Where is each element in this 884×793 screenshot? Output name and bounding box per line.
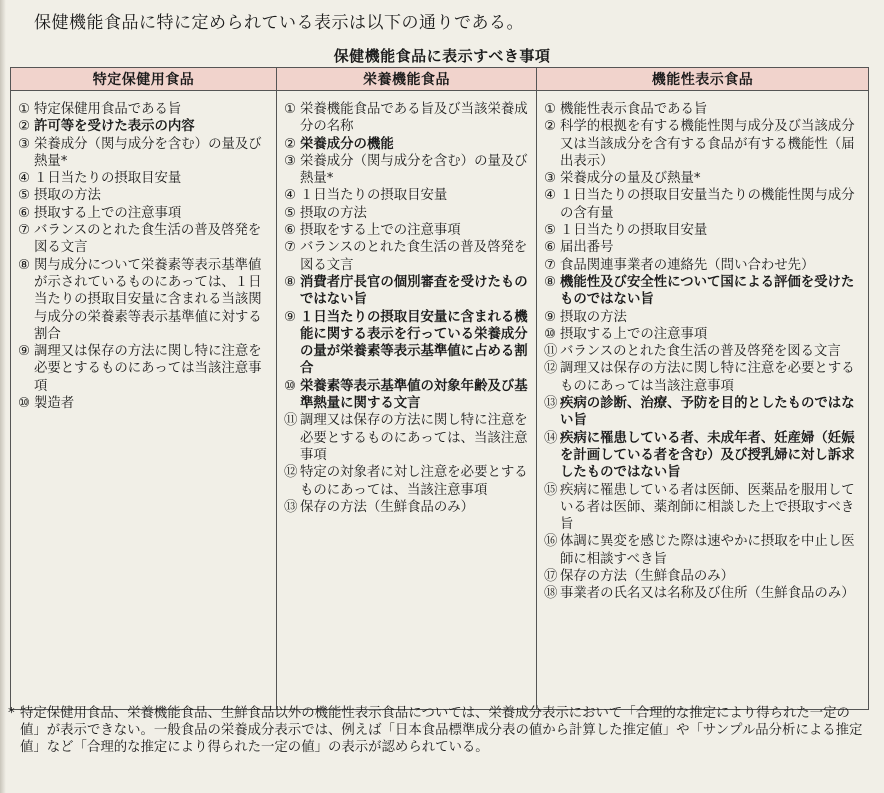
list-item <box>544 187 862 222</box>
list-item <box>18 205 270 222</box>
item-text: 機能性及び安全性について国による評価を受けたものではない旨 <box>560 274 855 308</box>
item-text: １日当たりの摂取目安量 <box>560 223 708 239</box>
list-item <box>544 430 862 482</box>
item-text: 栄養成分の機能 <box>300 136 394 152</box>
item-number: ⑬ <box>544 396 558 412</box>
table-header-row <box>11 68 869 91</box>
item-text: １日当たりの摂取目安量 <box>300 188 448 204</box>
footnote-text: 特定保健用食品、栄養機能食品、生鮮食品以外の機能性表示食品については、栄養成分表示において「合理的な推定により得られた一定の値」が表示できない。一般食品の栄養成分表示では、例えば「日本食品標準成分表の値から計算した推定値」や「サンプル品分析による推定値」など「合理的な推定により得られた一定の値」の表示が認められている。 <box>20 706 863 755</box>
item-number: ⑩ <box>544 326 557 342</box>
list-item <box>544 343 862 360</box>
list-item <box>18 187 270 204</box>
table-body-row <box>11 91 869 710</box>
item-text: 食品関連事業者の連絡先（問い合わせ先） <box>560 257 815 273</box>
item-text: 栄養成分の量及び熱量* <box>560 171 701 187</box>
item-text: バランスのとれた食生活の普及啓発を図る文言 <box>34 223 262 256</box>
list-item <box>544 360 862 395</box>
list-item <box>544 101 862 118</box>
item-number: ⑰ <box>544 569 558 585</box>
list-item <box>284 205 530 222</box>
item-number: ③ <box>544 171 557 187</box>
item-number: ⑤ <box>18 188 31 204</box>
item-number: ② <box>284 136 297 152</box>
item-number: ① <box>18 102 31 117</box>
item-number: ⑥ <box>544 240 557 256</box>
item-number: ② <box>544 119 557 135</box>
list-item <box>284 153 530 188</box>
item-number: ⑱ <box>544 586 558 602</box>
item-text: 栄養機能食品である旨及び当該栄養成分の名称 <box>300 102 528 135</box>
list-item <box>544 118 862 170</box>
list-item <box>284 136 530 153</box>
item-text: 特定の対象者に対し注意を必要とするものにあっては、当該注意事項 <box>300 465 528 498</box>
item-text: 機能性表示食品である旨 <box>560 102 708 117</box>
item-number: ⑧ <box>284 274 297 290</box>
item-number: ⑧ <box>544 274 557 290</box>
item-number: ⑭ <box>544 430 558 446</box>
item-number: ⑫ <box>544 361 558 377</box>
list-item <box>284 239 530 274</box>
intro-text: 保健機能食品に特に定められている表示は以下の通りである。 <box>34 13 524 33</box>
labeling-requirements-table <box>10 67 869 710</box>
item-text: バランスのとれた食生活の普及啓発を図る文言 <box>300 240 528 273</box>
item-text: １日当たりの摂取目安量に含まれる機能に関する表示を行っている栄養成分の量が栄養素等表示基準値に占める割合 <box>300 309 528 377</box>
list-item <box>284 378 530 413</box>
list-item <box>544 482 862 534</box>
item-number: ⑫ <box>284 465 298 481</box>
list-item <box>544 533 862 568</box>
item-text: 保存の方法（生鮮食品のみ） <box>300 499 475 515</box>
item-text: 栄養成分（関与成分を含む）の量及び熱量* <box>300 153 528 187</box>
column-kinosei-hyoji <box>537 91 869 710</box>
item-text: 体調に異変を感じた際は速やかに摂取を中止し医師に相談すべき旨 <box>560 534 855 567</box>
item-text: 関与成分について栄養素等表示基準値が示されているものにあっては、１日当たりの摂取目安量に含まれる当該関与成分の栄養素等表示基準値に対する割合 <box>34 257 262 342</box>
column-eiyo-kino <box>277 91 537 710</box>
item-text: 消費者庁長官の個別審査を受けたものではない旨 <box>300 274 528 308</box>
item-number: ⑪ <box>544 344 558 360</box>
item-text: 調理又は保存の方法に関し特に注意を必要とするものにあっては、当該注意事項 <box>300 413 528 463</box>
items-list-kinosei-hyoji <box>544 101 862 603</box>
item-text: １日当たりの摂取目安量当たりの機能性関与成分の含有量 <box>560 188 855 221</box>
list-item <box>284 412 530 464</box>
item-text: 事業者の氏名又は名称及び住所（生鮮食品のみ） <box>560 586 855 602</box>
item-number: ① <box>544 102 557 117</box>
item-text: 科学的根拠を有する機能性関与成分及び当該成分又は当該成分を含有する食品が有する機能性（届出表示） <box>560 119 855 169</box>
footnote <box>8 705 868 756</box>
item-text: 疾病に罹患している者、未成年者、妊産婦（妊娠を計画している者を含む）及び授乳婦に対し訴求したものではない旨 <box>560 430 855 481</box>
item-number: ⑯ <box>544 534 558 550</box>
item-number: ⑦ <box>18 223 31 239</box>
item-text: 調理又は保存の方法に関し特に注意を必要とするものにあっては当該注意事項 <box>34 344 262 394</box>
list-item <box>544 326 862 343</box>
list-item <box>18 343 270 395</box>
item-number: ⑧ <box>18 257 31 273</box>
list-item <box>544 568 862 585</box>
item-number: ⑨ <box>544 309 557 325</box>
item-number: ⑩ <box>18 396 31 412</box>
table-title: 保健機能食品に表示すべき事項 <box>333 47 551 65</box>
item-number: ⑦ <box>284 240 297 256</box>
item-number: ⑨ <box>284 309 297 325</box>
items-list-eiyo-kino <box>284 101 530 516</box>
item-number: ④ <box>18 171 31 187</box>
item-number: ⑦ <box>544 257 557 273</box>
item-number: ⑨ <box>18 344 31 360</box>
list-item <box>544 257 862 274</box>
list-item <box>18 395 270 412</box>
item-number: ⑩ <box>284 378 297 394</box>
item-number: ⑥ <box>18 205 31 221</box>
list-item <box>544 585 862 602</box>
item-text: 摂取をする上での注意事項 <box>300 223 461 239</box>
item-text: 摂取の方法 <box>560 309 627 325</box>
item-number: ④ <box>284 188 297 204</box>
item-number: ⑮ <box>544 482 558 498</box>
list-item <box>18 170 270 187</box>
list-item <box>284 187 530 204</box>
list-item <box>284 499 530 516</box>
list-item <box>544 309 862 326</box>
list-item <box>18 222 270 257</box>
list-item <box>284 222 530 239</box>
column-tokutei-hoken <box>11 91 277 710</box>
items-list-tokutei-hoken <box>18 101 270 412</box>
item-text: 疾病に罹患している者は医師、医薬品を服用している者は医師、薬剤師に相談した上で摂取すべき旨 <box>560 482 855 533</box>
item-number: ④ <box>544 188 557 204</box>
item-text: 摂取する上での注意事項 <box>560 326 708 342</box>
list-item <box>284 309 530 378</box>
item-text: 特定保健用食品である旨 <box>34 102 182 117</box>
list-item <box>544 274 862 309</box>
item-text: 栄養素等表示基準値の対象年齢及び基準熱量に関する文言 <box>300 378 528 412</box>
item-text: 製造者 <box>34 396 75 412</box>
list-item <box>18 118 270 135</box>
item-text: 栄養成分（関与成分を含む）の量及び熱量* <box>34 136 262 169</box>
item-text: 保存の方法（生鮮食品のみ） <box>560 569 735 585</box>
list-item <box>544 395 862 430</box>
item-text: 摂取する上での注意事項 <box>34 205 182 221</box>
list-item <box>284 464 530 499</box>
footnote-mark: * <box>8 706 15 721</box>
item-number: ② <box>18 119 31 135</box>
item-number: ⑬ <box>284 499 298 515</box>
item-text: 届出番号 <box>560 240 614 256</box>
item-text: 許可等を受けた表示の内容 <box>34 119 195 135</box>
item-text: 調理又は保存の方法に関し特に注意を必要とするものにあっては当該注意事項 <box>560 361 855 394</box>
item-text: 摂取の方法 <box>34 188 101 204</box>
item-number: ⑤ <box>544 223 557 239</box>
list-item <box>18 257 270 343</box>
list-item <box>544 222 862 239</box>
item-number: ③ <box>18 136 31 152</box>
list-item <box>544 170 862 187</box>
item-text: 摂取の方法 <box>300 205 367 221</box>
list-item <box>18 136 270 171</box>
page-edge-shadow <box>0 0 6 793</box>
header-eiyo-kino: 栄養機能食品 <box>277 68 537 91</box>
item-number: ① <box>284 102 297 117</box>
item-number: ⑪ <box>284 413 298 429</box>
item-text: １日当たりの摂取目安量 <box>34 171 182 187</box>
list-item <box>544 239 862 256</box>
header-tokutei-hoken: 特定保健用食品 <box>11 68 277 91</box>
item-number: ③ <box>284 153 297 169</box>
list-item <box>18 101 270 118</box>
header-kinosei-hyoji: 機能性表示食品 <box>537 68 869 91</box>
item-number: ⑥ <box>284 223 297 239</box>
list-item <box>284 274 530 309</box>
list-item <box>284 101 530 136</box>
item-text: 疾病の診断、治療、予防を目的としたものではない旨 <box>560 396 855 429</box>
item-number: ⑤ <box>284 205 297 221</box>
item-text: バランスのとれた食生活の普及啓発を図る文言 <box>560 344 841 360</box>
